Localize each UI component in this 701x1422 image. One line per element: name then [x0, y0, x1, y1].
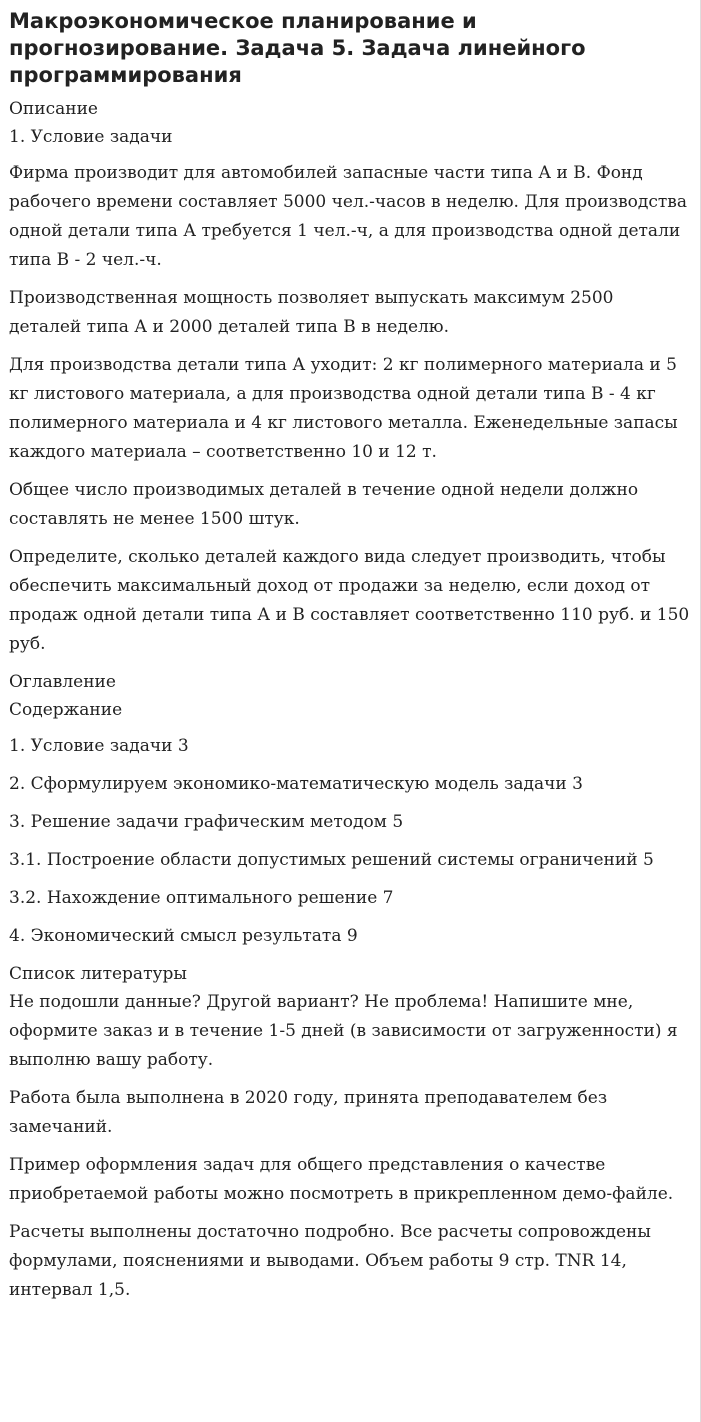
- toc-item: 1. Условие задачи 3: [9, 736, 189, 756]
- document-title: Макроэкономическое планирование и прогнозирование. Задача 5. Задача линейного программирования: [9, 9, 586, 87]
- condition-paragraph: Фирма производит для автомобилей запасные части типа А и В. Фонд рабочего времени составляет 5000 чел.-часов в неделю. Для производства одной детали типа А требуется 1 чел.-ч, а для производства одной детали типа В - 2 чел.-ч.: [9, 163, 687, 270]
- condition-paragraph: Для производства детали типа А уходит: 2 кг полимерного материала и 5 кг листового материала, а для производства одной детали типа В - 4 кг полимерного материала и 4 кг листового металла. Еженедельные запасы каждого материала – соответственно 10 и 12 т.: [9, 355, 678, 462]
- toc-item: 3. Решение задачи графическим методом 5: [9, 812, 404, 832]
- closing-paragraph: Расчеты выполнены достаточно подробно. Все расчеты сопровождены формулами, пояснениями и выводами. Объем работы 9 стр. TNR 14, интервал 1,5.: [9, 1222, 651, 1300]
- toc-item: 2. Сформулируем экономико-математическую модель задачи 3: [9, 774, 583, 794]
- spacer: [9, 724, 691, 732]
- description-label: Описание: [9, 99, 98, 119]
- toc-item: 3.1. Построение области допустимых решений системы ограничений 5: [9, 850, 654, 870]
- toc-item: 3.2. Нахождение оптимального решение 7: [9, 888, 394, 908]
- toc-label: Оглавление: [9, 672, 116, 692]
- spacer: [9, 151, 691, 159]
- closing-paragraph: Работа была выполнена в 2020 году, принята преподавателем без замечаний.: [9, 1088, 608, 1137]
- bibliography-label: Список литературы: [9, 964, 187, 984]
- condition-heading: 1. Условие задачи: [9, 127, 173, 147]
- closing-paragraph: Не подошли данные? Другой вариант? Не проблема! Напишите мне, оформите заказ и в течение 1-5 дней (в зависимости от загруженности) я выполню вашу работу.: [9, 992, 678, 1070]
- condition-paragraph: Общее число производимых деталей в течение одной недели должно составлять не менее 1500 штук.: [9, 480, 639, 529]
- condition-paragraph: Определите, сколько деталей каждого вида следует производить, чтобы обеспечить максимальный доход от продажи за неделю, если доход от продаж одной детали типа А и В составляет соответственно 110 руб. и 150 руб.: [9, 547, 690, 654]
- contents-label: Содержание: [9, 700, 123, 720]
- toc-item: 4. Экономический смысл результата 9: [9, 926, 358, 946]
- closing-paragraph: Пример оформления задач для общего представления о качестве приобретаемой работы можно посмотреть в прикрепленном демо-файле.: [9, 1155, 674, 1204]
- condition-paragraph: Производственная мощность позволяет выпускать максимум 2500 деталей типа А и 2000 деталей типа В в неделю.: [9, 288, 614, 337]
